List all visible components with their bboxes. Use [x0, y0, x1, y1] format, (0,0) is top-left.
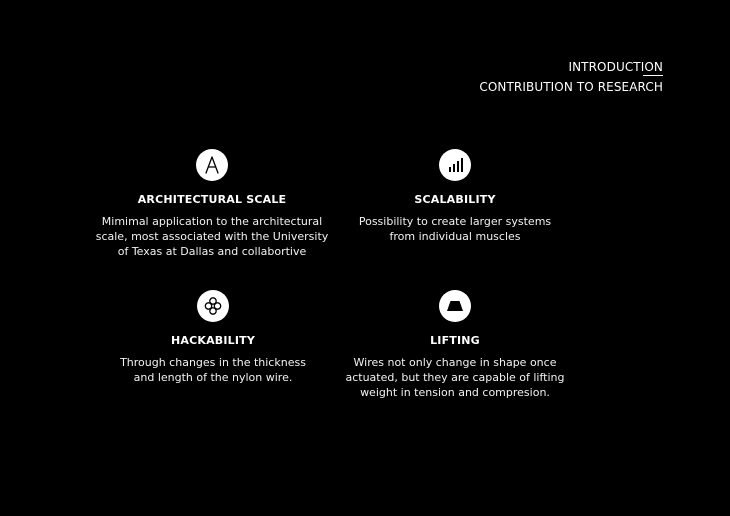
nav-item-introduction[interactable] [479, 59, 663, 75]
nav-item-label: CONTRIBUTION TO RESEARCH [479, 80, 663, 94]
feature-scalability [335, 149, 575, 244]
nav-item-label: INTRODUCTION [568, 60, 663, 74]
letter-a-icon [196, 149, 228, 181]
feature-architectural-scale [92, 149, 332, 259]
feature-hackability [93, 290, 333, 385]
weight-icon [439, 290, 471, 322]
feature-title: HACKABILITY [170, 334, 256, 347]
bar-chart-icon [439, 149, 471, 181]
feature-title: ARCHITECTURAL SCALE [137, 193, 287, 206]
feature-description: Mimimal application to the architectural scale, most associated with the University of Texas at Dallas and collabortive [95, 215, 329, 258]
nav-item-contribution[interactable] [479, 79, 663, 95]
feature-title: SCALABILITY [414, 193, 496, 206]
feature-description: Wires not only change in shape once actuated, but they are capable of lifting weight in tension and compresion. [345, 356, 565, 399]
circles-cluster-icon [197, 290, 229, 322]
feature-title: LIFTING [430, 334, 480, 347]
feature-lifting [335, 290, 575, 400]
feature-description: Through changes in the thickness and length of the nylon wire. [120, 356, 306, 384]
feature-description: Possibility to create larger systems from individual muscles [358, 215, 552, 243]
section-nav [479, 59, 663, 99]
